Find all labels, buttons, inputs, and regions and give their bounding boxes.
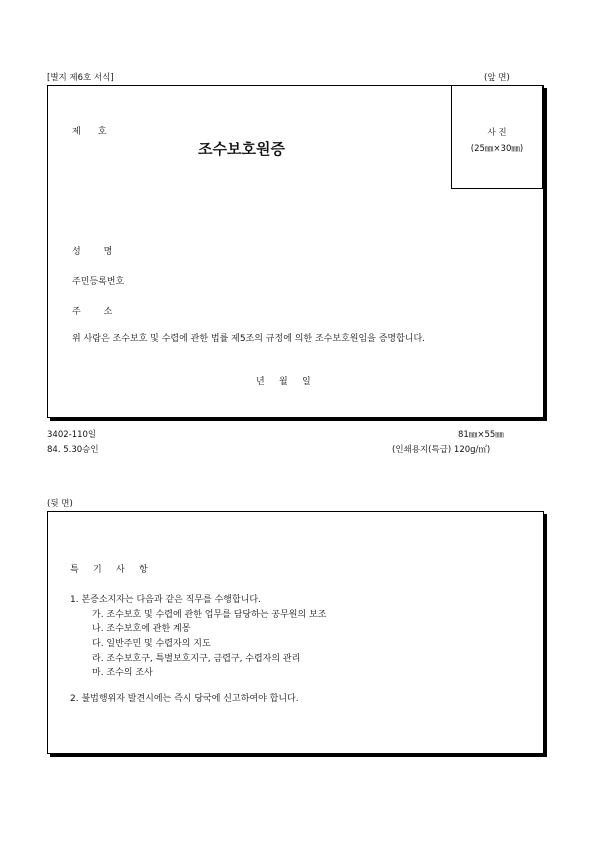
- front-side-label: (앞 면): [484, 73, 510, 83]
- sub-item: 다. 일반주민 및 수렵자의 지도: [92, 639, 211, 649]
- sub-item: 나. 조수보호에 관한 계몽: [92, 624, 191, 634]
- id-number-label: 주민등록번호: [72, 277, 125, 287]
- card-size: 81㎜×55㎜: [458, 430, 504, 440]
- back-side-label: (뒷 면): [47, 499, 73, 509]
- date-line: 년 월 일: [256, 377, 311, 387]
- approval-date: 84. 5.30승인: [47, 445, 99, 455]
- back-card: [47, 511, 544, 754]
- form-number: [별지 제6호 서식]: [47, 73, 114, 83]
- sub-item: 마. 조수의 조사: [92, 668, 153, 678]
- paper-spec: (인쇄용지(특급) 120g/㎡): [392, 445, 491, 455]
- form-code: 3402-110일: [47, 430, 97, 440]
- special-notes-heading: 특 기 사 항: [70, 565, 148, 575]
- duty-item-2: 2. 불법행위자 발견시에는 즉시 당국에 신고하여야 합니다.: [70, 694, 299, 704]
- card-title: 조수보호원증: [198, 140, 285, 158]
- photo-label: 사 진: [487, 128, 507, 138]
- certification-statement: 위 사람은 조수보호 및 수렵에 관한 법률 제5조의 규정에 의한 조수보호원임을 증명합니다.: [72, 334, 426, 344]
- sub-item: 가. 조수보호 및 수렵에 관한 업무를 담당하는 공무원의 보조: [92, 610, 327, 620]
- name-label: 성 명: [72, 247, 113, 257]
- address-label: 주 소: [72, 307, 113, 317]
- sub-item: 라. 조수보호구, 특별보호지구, 금렵구, 수렵자의 관리: [92, 654, 301, 664]
- number-label: 제 호: [72, 127, 107, 137]
- photo-size: (25㎜×30㎜): [470, 144, 524, 154]
- photo-box: [451, 85, 544, 189]
- front-card: [47, 85, 544, 418]
- duty-item-1: 1. 본증소지자는 다음과 같은 직무를 수행합니다.: [70, 595, 261, 605]
